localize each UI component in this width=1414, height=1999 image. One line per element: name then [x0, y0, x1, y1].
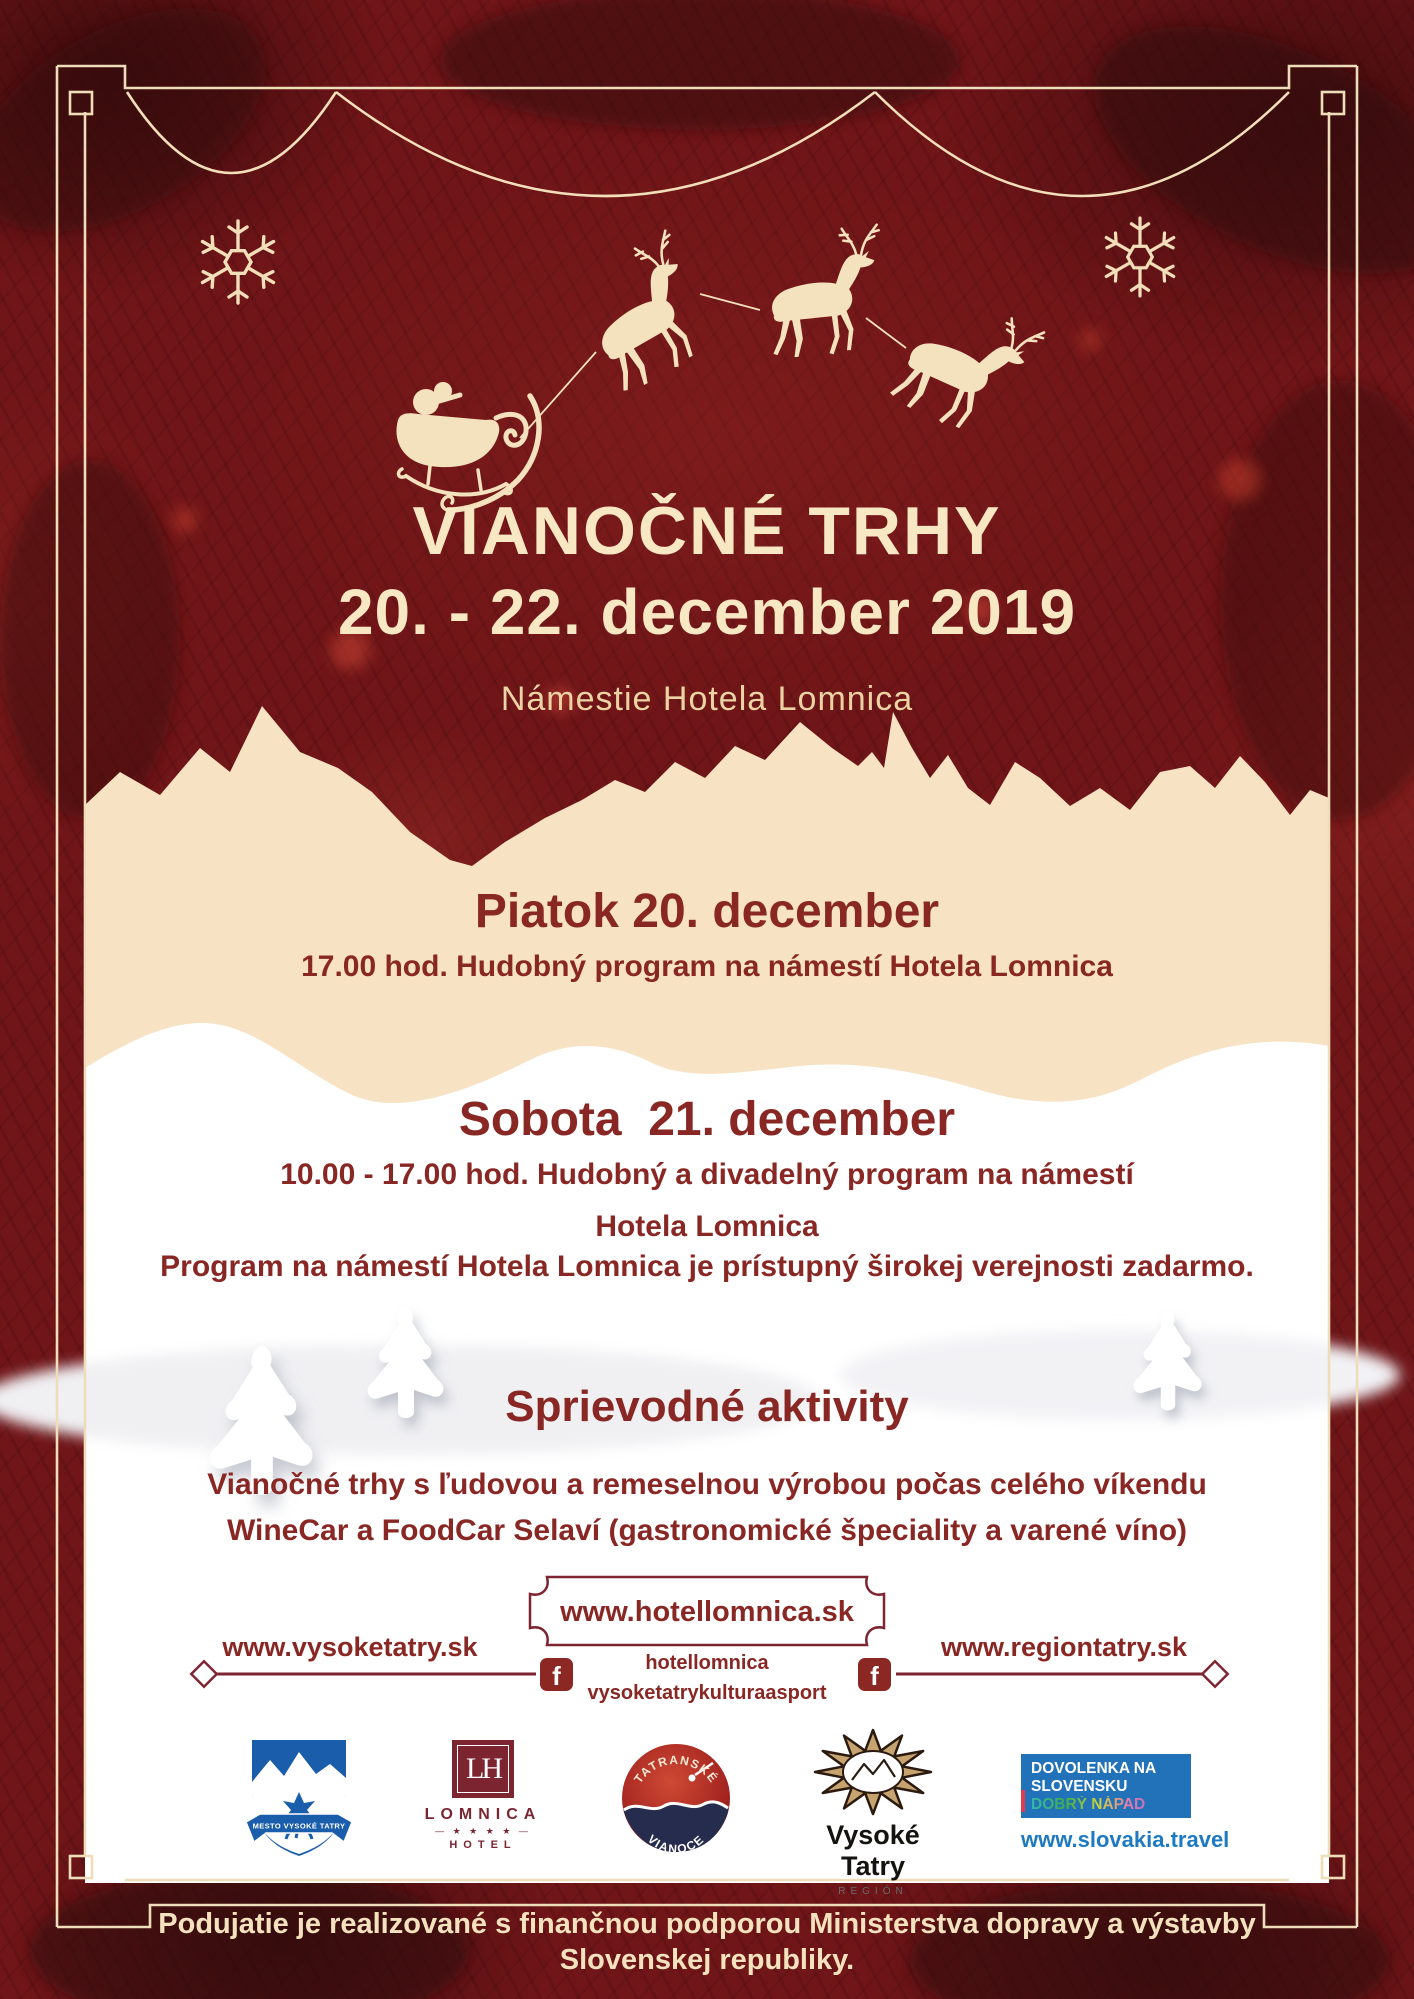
saturday-program-line2: Hotela Lomnica — [595, 1210, 819, 1243]
saturday-note: Program na námestí Hotela Lomnica je prístupný širokej verejnosti zadarmo. — [160, 1250, 1254, 1283]
facebook-f-glyph: f — [870, 1661, 879, 1691]
slovakia-travel-url: www.slovakia.travel — [1021, 1827, 1230, 1852]
activities-line2: WineCar a FoodCar Selaví (gastronomické špeciality a varené víno) — [226, 1514, 1188, 1547]
reindeer-icon — [888, 283, 1046, 446]
reindeer-icon — [566, 230, 726, 395]
region-name: Vysoké Tatry — [826, 1820, 920, 1881]
footer-line2: Slovenskej republiky. — [559, 1944, 855, 1976]
vianoce-arc-top-label: TATRANSKÉ — [631, 1752, 721, 1786]
dovolenka-line3: DOBRÝ NÁPAD — [1031, 1796, 1191, 1814]
event-dates: 20. - 22. december 2019 — [337, 576, 1077, 648]
lomnica-stars: — ★ ★ ★ ★ — — [435, 1826, 531, 1836]
activities-line1: Vianočné trhy s ľudovou a remeselnou výrobou počas celého víkendu — [207, 1468, 1207, 1501]
friday-heading: Piatok 20. december — [474, 885, 940, 938]
region-sub: REGIÓN — [838, 1886, 908, 1897]
mesto-ribbon-label: MESTO VYSOKÉ TATRY — [252, 1821, 346, 1831]
saturday-program-line1: 10.00 - 17.00 hod. Hudobný a divadelný program na námestí — [280, 1158, 1134, 1191]
lomnica-hotel-logo — [423, 1740, 543, 1851]
snowflake-icon — [1102, 218, 1178, 296]
slovakia-travel-box — [1021, 1754, 1191, 1818]
link-hotellomnica: www.hotellomnica.sk — [560, 1596, 854, 1628]
lomnica-name: LOMNICA — [424, 1806, 542, 1823]
lomnica-monogram: LH — [457, 1745, 509, 1793]
facebook-f-glyph: f — [552, 1661, 561, 1691]
facebook-page-hotellomnica: hotellomnica — [645, 1652, 769, 1674]
dovolenka-line2: SLOVENSKU — [1031, 1778, 1128, 1795]
red-accent-bar — [1021, 1790, 1025, 1812]
vianoce-arc-bottom-label: VIANOCE — [644, 1832, 708, 1857]
lomnica-monogram-box — [452, 1740, 514, 1798]
link-vysoketatry: www.vysoketatry.sk — [222, 1632, 478, 1662]
slovakia-travel-logo — [1021, 1754, 1230, 1853]
dovolenka-line1: DOVOLENKA NA — [1031, 1760, 1157, 1777]
facebook-page-kultura: vysoketatrykulturaasport — [587, 1682, 827, 1704]
friday-program: 17.00 hod. Hudobný program na námestí Hotela Lomnica — [301, 950, 1113, 983]
region-wordmark — [795, 1820, 951, 1897]
lomnica-type: HOTEL — [449, 1839, 517, 1851]
link-regiontatry: www.regiontatry.sk — [940, 1632, 1188, 1662]
reindeer-icon — [765, 225, 887, 359]
saturday-heading: Sobota 21. december — [458, 1093, 956, 1146]
activities-heading: Sprievodné aktivity — [505, 1382, 909, 1431]
snowflake-icon — [198, 221, 278, 303]
footer-line1: Podujatie je realizované s finančnou podporou Ministerstva dopravy a výstavby — [158, 1908, 1256, 1940]
event-venue: Námestie Hotela Lomnica — [500, 680, 914, 718]
poster-title: VIANOČNÉ TRHY — [412, 493, 1002, 569]
